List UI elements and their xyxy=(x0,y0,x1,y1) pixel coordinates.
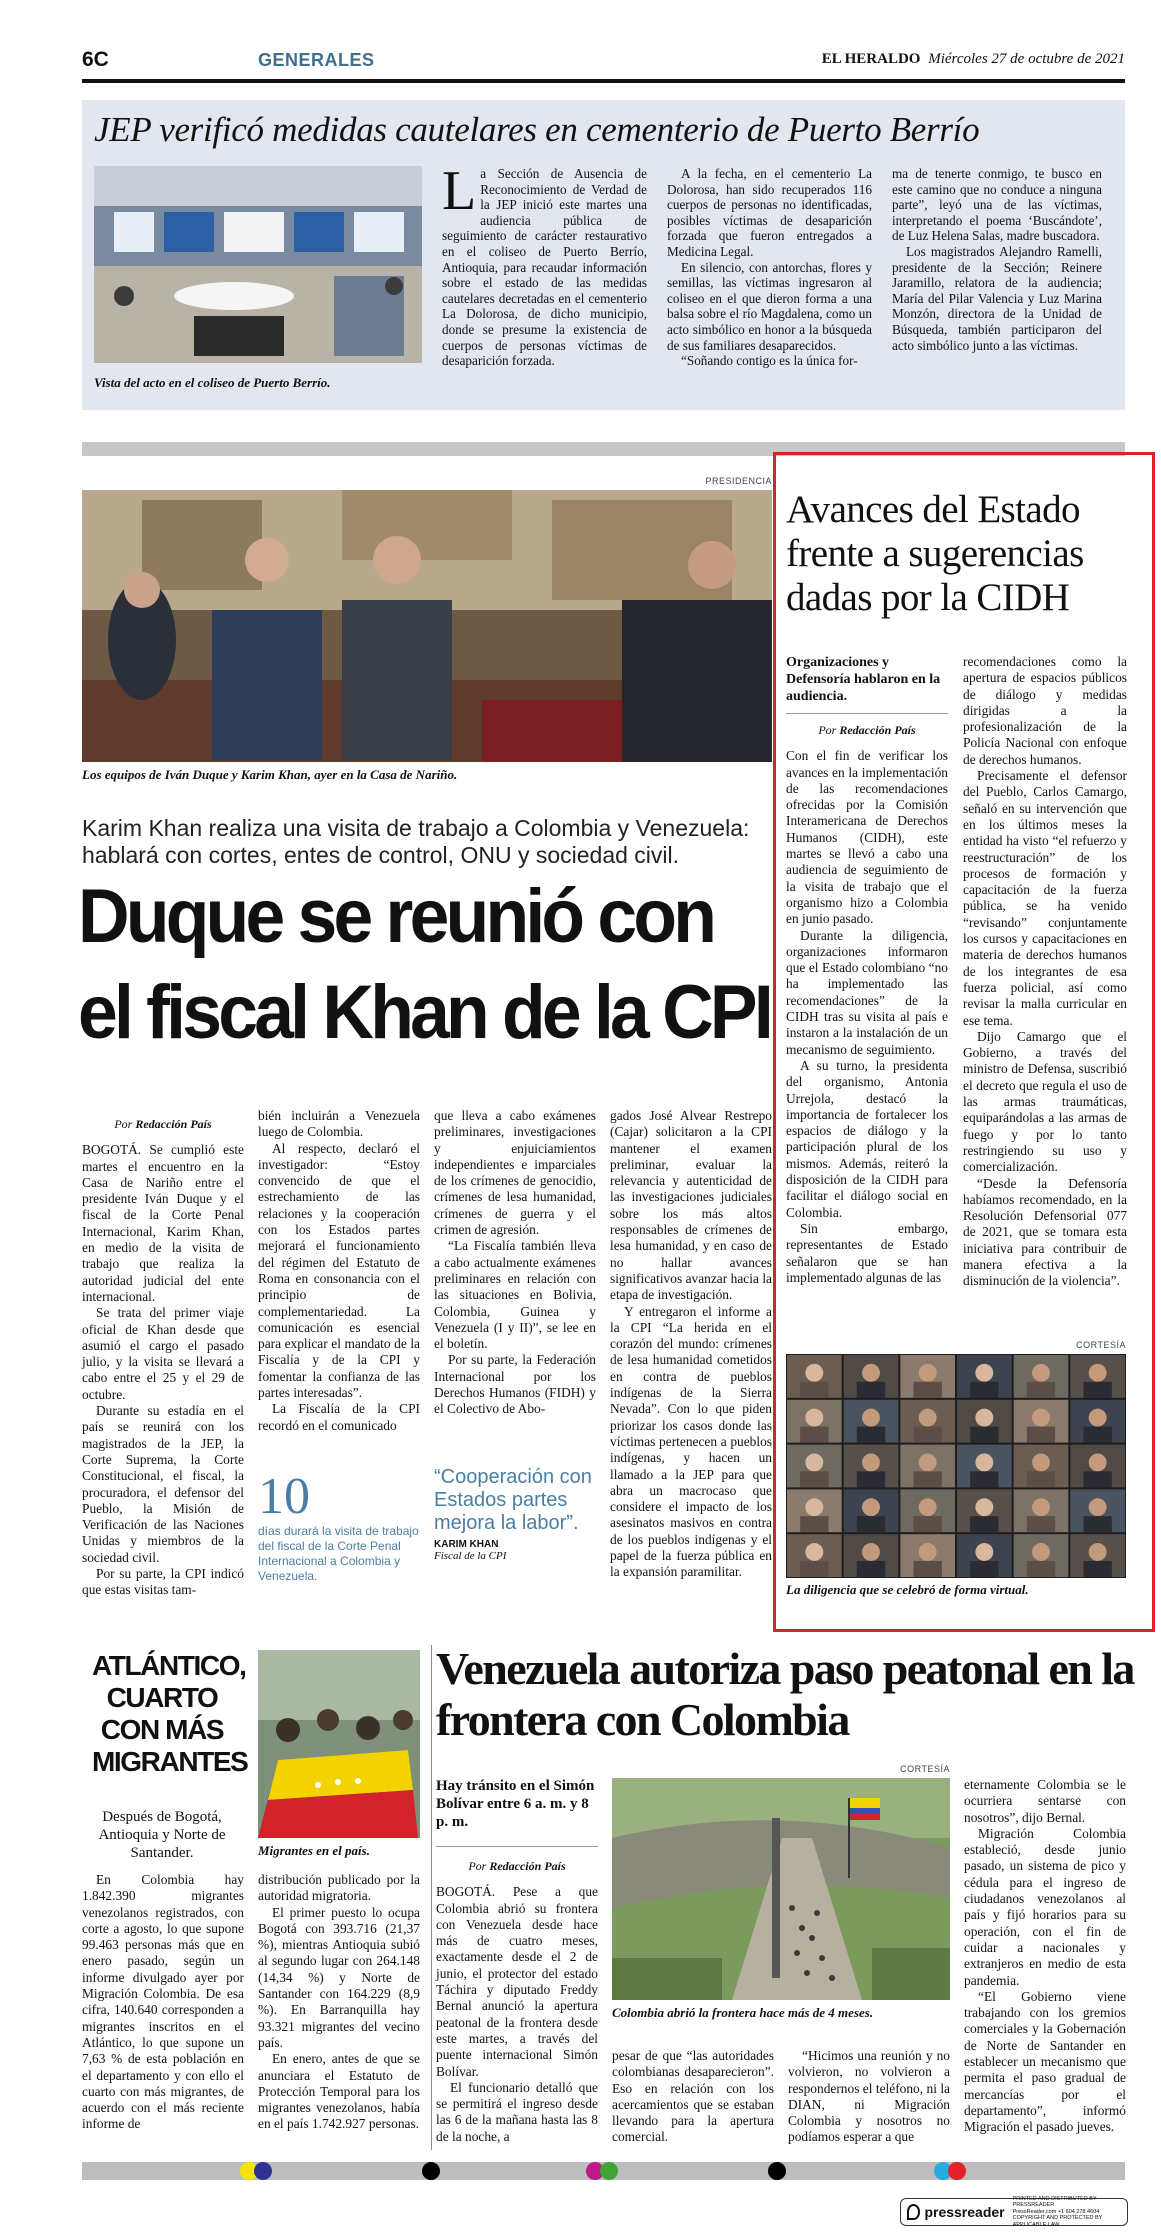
video-tile xyxy=(900,1400,955,1443)
video-tile xyxy=(957,1534,1012,1577)
jep-col-3 xyxy=(892,166,1102,353)
cidh-col-2-p2: Precisamente el defensor del Pueblo, Carlos Camargo, señaló en su intervención que en los últimos meses la entidad ha visto “el refuerzo y reestructuración” de los procesos de formación y capacitación de la fuerza pública, se ha venido “revisando” conjuntamente los cursos y capacitaciones en materia de derechos humanos de los integrantes de esa fuerza policial, así como revisar la malla curricular en ese tema. xyxy=(963,768,1127,1028)
venezuela-col-1-p1: BOGOTÁ. Pese a que Colombia abrió su frontera con Venezuela desde hace más de cuatro meses, exactamente desde el 2 de junio, el protector del estado Táchira y diputado Freddy Bernal anunció la apertura peatonal de la frontera desde este martes, a través del puente internacional Simón Bolívar. xyxy=(436,1884,598,2079)
atlantico-photo xyxy=(258,1650,420,1838)
stat-box xyxy=(258,1470,420,1584)
stat-number: 10 xyxy=(258,1468,310,1525)
duque-byline xyxy=(82,1116,244,1132)
venezuela-byline xyxy=(436,1858,598,1874)
issue-date: Miércoles 27 de octubre de 2021 xyxy=(928,51,1125,67)
jep-caption: Vista del acto en el coliseo de Puerto Berrío. xyxy=(94,375,331,390)
cidh-col-2-p1: recomendaciones como la apertura de espacios públicos de diálogo y medidas dirigidas a la profesionalización de la Policía Nacional con enfoque de derechos humanos. xyxy=(963,654,1127,767)
jep-photo xyxy=(94,166,422,363)
venezuela-summary-rule xyxy=(436,1846,598,1847)
duque-col-3-p1: que lleva a cabo exámenes preliminares, investigaciones y enjuiciamientos independientes e imparciales de los crímenes de genocidio, crímenes de lesa humanidad, crímenes de guerra y el crimen de agresión. xyxy=(434,1108,596,1238)
atlantico-deck: Después de Bogotá, Antioquia y Norte de Santander. xyxy=(98,1809,226,1861)
masthead xyxy=(82,44,1125,82)
video-tile xyxy=(1014,1400,1069,1443)
paper-name: EL HERALDO xyxy=(821,51,921,67)
video-tile xyxy=(957,1400,1012,1443)
jep-col-2-p3: “Soñando contigo es la única for- xyxy=(681,353,858,369)
jep-col-2-p2: En silencio, con antorchas, flores y semillas, las víctimas ingresaron al coliseo en el que dieron forma a una balsa sobre el río Magdalena, como un acto simbólico en honor a la búsqueda de sus familiares desaparecidos. xyxy=(667,259,872,353)
pressreader-badge[interactable] xyxy=(900,2195,1128,2228)
venezuela-headline: Venezuela autoriza paso peatonal en la frontera con Colombia xyxy=(436,1643,1134,1745)
pull-quote: “Cooperación con Estados partes mejora la labor”. xyxy=(434,1466,592,1534)
duque-col-1-p4: Por su parte, la CPI indicó que estas visitas tam- xyxy=(82,1566,244,1598)
video-tile xyxy=(787,1445,842,1488)
duque-headline-1: Duque se reunió con xyxy=(78,874,714,959)
duque-col-3-p2: “La Fiscalía también lleva a cabo actualmente exámenes preliminares en relación con las situaciones en Bolivia, Colombia, Guinea y Venezuela (I y II)”, se lee en el boletín. xyxy=(434,1238,596,1352)
jep-col-1-text: a Sección de Ausencia de Reconocimiento de Verdad de la JEP inició este martes una audiencia pública de seguimiento de carácter restaurativo en el coliseo de Puerto Berrío, Antioquia, para recaudar información sobre el estado de las medidas cautelares decretadas en el cementerio La Dolorosa, de dicho municipio, donde se presume la existencia de cuerpos de personas víctimas de desaparición forzada. xyxy=(442,166,647,369)
cidh-photo-credit: CORTESÍA xyxy=(1076,1340,1126,1350)
venezuela-col-2 xyxy=(612,2048,774,2146)
pressreader-info xyxy=(1013,2196,1121,2229)
jep-col-2 xyxy=(667,166,872,369)
byline-name: Redacción País xyxy=(839,723,916,737)
video-tile xyxy=(900,1489,955,1532)
duque-col-2-p1: bién incluirán a Venezuela luego de Colombia. xyxy=(258,1108,420,1140)
cidh-col-2-p4: “Desde la Defensoría habíamos recomendado, en la Resolución Defensorial 077 de 2021, que se tomara esta iniciativa para contribuir de manera efectiva a la disminución de la violencia”. xyxy=(963,1175,1127,1289)
byline-name: Redacción País xyxy=(135,1117,212,1131)
venezuela-col-1 xyxy=(436,1850,598,2145)
stat-text: días durará la visita de trabajo del fiscal de la Corte Penal Internacional a Colombia y Venezuela. xyxy=(258,1524,419,1583)
registration-dot-black-2 xyxy=(768,2162,786,2180)
cidh-photo-image xyxy=(786,1354,1126,1578)
jep-col-3-p1: ma de tenerte conmigo, te busco en este camino que no conduce a ninguna parte”, leyó una de las víctimas, interpretando el poema ‘Buscándote’, de Luz Helena Salas, madre buscadora. xyxy=(892,166,1102,244)
video-tile xyxy=(844,1534,899,1577)
registration-dot-green xyxy=(600,2162,618,2180)
video-tile xyxy=(957,1445,1012,1488)
atlantico-col-2-p1: distribución publicado por la autoridad migratoria. xyxy=(258,1872,420,1904)
venezuela-caption: Colombia abrió la frontera hace más de 4 meses. xyxy=(612,2005,874,2020)
duque-caption: Los equipos de Iván Duque y Karim Khan, ayer en la Casa de Nariño. xyxy=(82,767,458,782)
video-tile xyxy=(844,1489,899,1532)
venezuela-col-4-p2: Migración Colombia estableció, desde junio pasado, un sistema de pico y cédula para el ingreso de ciudadanos venezolanos al país y fijó horarios para su operación, con el fin de cuidar a nacionales y extranjeros en medio de esta pandemia. xyxy=(964,1825,1126,1988)
duque-col-1-p1: BOGOTÁ. Se cumplió este martes el encuentro en la Casa de Nariño entre el presidente Iván Duque y el fiscal de la Corte Penal Internacional, Karim Khan, en medio de la visita de trabajo que realiza la autoridad judicial del ente internacional. xyxy=(82,1142,244,1304)
cidh-article xyxy=(786,488,1126,620)
print-color-bar xyxy=(82,2162,1125,2180)
atlantico-col-2-p3: En enero, antes de que se anunciara el Estatuto de Protección Temporal para los migrantes venezolanos, había en el país 1.742.927 personas. xyxy=(258,2051,420,2132)
cidh-headline: Avances del Estado frente a sugerencias dadas por la CIDH xyxy=(786,488,1084,619)
byline-name: Redacción País xyxy=(489,1859,566,1873)
duque-col-4-p1: gados José Alvear Restrepo (Cajar) solicitaron a la CPI mantener el examen preliminar, evaluar la relevancia y autenticidad de las investigaciones judiciales sobre los más altos responsables de crímenes de lesa humanidad, y en caso de no hallar avances significativos avanzar hacia la etapa de investigación. xyxy=(610,1108,772,1303)
jep-dropcap: L xyxy=(442,160,477,222)
video-tile xyxy=(1070,1534,1125,1577)
cidh-col-2-p3: Dijo Camargo que el Gobierno, a través del ministro de Defensa, suscribió el decreto que regula el uso de las armas traumáticas, equiparándolas a las armas de fuego y por lo tanto restringiendo su uso y comercialización. xyxy=(963,1028,1127,1175)
duque-photo-image xyxy=(82,490,772,762)
duque-col-1-p3: Durante su estadía en el país se reunirá con los magistrados de la JEP, la Corte Suprema, la Corte Constitucional, el fiscal, la procuradora, el defensor del Pueblo, la Misión de Verificación de las Naciones Unidas y miembros de la sociedad civil. xyxy=(82,1403,244,1565)
video-tile xyxy=(1070,1489,1125,1532)
jep-col-1 xyxy=(442,160,647,369)
video-tile xyxy=(1014,1534,1069,1577)
lower-divider xyxy=(431,1645,432,2150)
duque-headline-2: el fiscal Khan de la CPI xyxy=(78,970,770,1055)
video-tile xyxy=(1070,1400,1125,1443)
cidh-summary-rule xyxy=(786,713,948,714)
video-tile xyxy=(1014,1445,1069,1488)
video-tile xyxy=(1014,1489,1069,1532)
jep-photo-image xyxy=(94,166,422,363)
cidh-caption: La diligencia que se celebró de forma virtual. xyxy=(786,1582,1029,1597)
video-tile xyxy=(900,1534,955,1577)
duque-col-3 xyxy=(434,1108,596,1418)
venezuela-photo xyxy=(612,1778,950,2000)
duque-photo-credit: PRESIDENCIA xyxy=(705,476,772,486)
cidh-summary: Organizaciones y Defensoría hablaron en la audiencia. xyxy=(786,655,941,704)
atlantico-caption: Migrantes en el país. xyxy=(258,1843,370,1858)
video-tile xyxy=(787,1534,842,1577)
cidh-col-1-p1: Con el fin de verificar los avances en la implementación de las recomendaciones ofrecidas por la Comisión Interamericana de Derechos Humanos (CIDH), este martes se llevó a cabo una audiencia de seguimiento de la visita de trabajo que el organismo hizo a Colombia en junio pasado. xyxy=(786,748,948,927)
byline-prefix: Por xyxy=(468,1859,487,1873)
registration-dot-red xyxy=(948,2162,966,2180)
duque-kicker: Karim Khan realiza una visita de trabajo a Colombia y Venezuela: hablará con cortes, entes de control, ONU y sociedad civil. xyxy=(82,815,750,868)
atlantico-headline: ATLÁNTICO, CUARTO CON MÁS MIGRANTES xyxy=(92,1650,248,1777)
venezuela-photo-image xyxy=(612,1778,950,2000)
duque-col-4-p2: Y entregaron el informe a la CPI “La herida en el corazón del mundo: crímenes de lesa humanidad cometidos en contra de pueblos indígenas de la Sierra Nevada”. Con lo que piden priorizar los casos donde las víctimas pertenecen a pueblos indígenas, y hacen un llamado a la JEP para que abra un macrocaso que considere el impacto de los asesinatos masivos en contra de los pueblos indígenas y el papel de la fuerza pública en la expansión paramilitar. xyxy=(610,1303,772,1580)
pressreader-brand: pressreader xyxy=(924,2204,1005,2220)
duque-col-4 xyxy=(610,1108,772,1581)
cidh-photo xyxy=(786,1354,1126,1578)
duque-col-2-p3: La Fiscalía de la CPI recordó en el comunicado xyxy=(258,1401,420,1433)
registration-dot-blue xyxy=(254,2162,272,2180)
jep-col-2-p1: A la fecha, en el cementerio La Dolorosa, han sido recuperados 116 cuerpos de personas no identificadas, posibles víctimas de desaparición forzada que fueron entregados a Medicina Legal. xyxy=(667,166,872,259)
venezuela-col-1-p2: El funcionario detalló que se permitirá el ingreso desde las 6 de la mañana hasta las 8 de la noche, a xyxy=(436,2079,598,2144)
video-tile xyxy=(900,1355,955,1398)
cidh-col-1 xyxy=(786,654,948,1286)
video-tile xyxy=(1070,1445,1125,1488)
masthead-rule xyxy=(82,79,1125,83)
jep-col-3-p2: Los magistrados Alejandro Ramelli, presidente de la Sección; Reinere Jaramillo, relatora de la audiencia; María del Pilar Valencia y Luz Marina Monzón, directora de la Unidad de Búsqueda, también participaron del acto simbólico junto a las víctimas. xyxy=(892,243,1102,353)
duque-photo xyxy=(82,490,772,762)
venezuela-col-4-p3: “El Gobierno viene trabajando con los gremios comerciales y la Gobernación de Norte de Santander en establecer un mecanismo que permita el paso gradual de mercancías por el departamento”, informó Migración el pasado jueves. xyxy=(964,1988,1126,2135)
venezuela-col-4-p1: eternamente Colombia se le ocurriera sentarse con nosotros”, dijo Bernal. xyxy=(964,1777,1126,1825)
atlantico-photo-image xyxy=(258,1650,420,1838)
byline-prefix: Por xyxy=(114,1117,133,1131)
video-tile xyxy=(844,1355,899,1398)
venezuela-col-3 xyxy=(788,2048,950,2146)
video-tile xyxy=(844,1445,899,1488)
video-tile xyxy=(1014,1355,1069,1398)
quote-box xyxy=(434,1466,596,1562)
page-number: 6C xyxy=(82,48,109,71)
cidh-col-2 xyxy=(963,654,1127,1290)
video-tile xyxy=(787,1355,842,1398)
duque-col-1 xyxy=(82,1108,244,1599)
video-tile xyxy=(787,1400,842,1443)
video-tile xyxy=(1070,1355,1125,1398)
venezuela-col-4 xyxy=(964,1777,1126,2136)
byline-prefix: Por xyxy=(818,723,837,737)
duque-col-3-p3: Por su parte, la Federación Internacional por los Derechos Humanos (FIDH) y el Colectivo de Abo- xyxy=(434,1352,596,1417)
video-tile xyxy=(957,1355,1012,1398)
cidh-col-1-p2: Durante la diligencia, organizaciones informaron que el Estado colombiano “no ha implementado las recomendaciones” de la CIDH tras su visita al país e instaron a la instalación de un mecanismo de seguimiento. xyxy=(786,927,948,1057)
masthead-right xyxy=(822,51,1125,68)
video-tile xyxy=(900,1445,955,1488)
quote-role: Fiscal de la CPI xyxy=(434,1550,507,1562)
video-tile xyxy=(957,1489,1012,1532)
cidh-byline xyxy=(786,722,948,738)
section-name: GENERALES xyxy=(258,50,375,70)
pressreader-line-2: PressReader.com +1 604 278 4604 xyxy=(1012,2208,1100,2215)
cidh-col-1-p3: A su turno, la presidenta del organismo, Antonia Urrejola, destacó la importancia de fortalecer los espacios de diálogo y la participación plural de los mismos. Además, reiteró la disposición de la CIDH para facilitar el diálogo social en Colombia. xyxy=(786,1057,948,1220)
duque-col-2 xyxy=(258,1108,420,1434)
atlantico-col-2 xyxy=(258,1872,420,2133)
video-tile xyxy=(844,1400,899,1443)
atlantico-col-1 xyxy=(82,1872,244,2133)
pressreader-logo-icon xyxy=(907,2204,920,2220)
jep-article xyxy=(82,100,1125,410)
pressreader-line-1: PRINTED AND DISTRIBUTED BY PRESSREADER xyxy=(1012,2195,1097,2209)
jep-headline: JEP verificó medidas cautelares en cementerio de Puerto Berrío xyxy=(94,110,980,149)
quote-name: KARIM KHAN xyxy=(434,1539,499,1550)
cidh-col-1-p4: Sin embargo, representantes de Estado señalaron que se han implementado algunas de las xyxy=(786,1220,948,1285)
venezuela-col-2-p1: pesar de que “las autoridades colombianas desaparecieron”. Eso en relación con los acercamientos que se estaban llevando para la apertura comercial. xyxy=(612,2048,774,2145)
video-tile xyxy=(787,1489,842,1532)
venezuela-summary: Hay tránsito en el Simón Bolívar entre 6 a. m. y 8 p. m. xyxy=(436,1778,595,1830)
atlantico-col-1-p1: En Colombia hay 1.842.390 migrantes venezolanos registrados, con corte a agosto, lo que supone 99.463 personas más que en enero pasado, según un informe divulgado ayer por Migración Colombia. De esa cifra, 140.640 corresponden a migrantes inscritos en el Atlántico, lo que supone un 7,63 % de esta población en el departamento y con ello el cuarto con más migrantes, de acuerdo con el más reciente informe de xyxy=(82,1872,244,2132)
duque-col-2-p2: Al respecto, declaró el investigador: “Estoy convencido de que el estrechamiento de las relaciones y la cooperación con los Estados partes mejorará el funcionamiento del régimen del Estatuto de Roma en consonancia con el principio de complementariedad. La comunicación es esencial para explicar el mandato de la Fiscalía y de la CPI y fomentar la confianza de las partes interesadas”. xyxy=(258,1140,420,1401)
atlantico-col-2-p2: El primer puesto lo ocupa Bogotá con 393.716 (21,37 %), mientras Antioquia subió al segundo lugar con 264.148 (14,34 %) y Norte de Santander con 164.229 (8,9 %). En Barranquilla hay 93.321 migrantes del vecino país. xyxy=(258,1904,420,2050)
venezuela-photo-credit: CORTESÍA xyxy=(900,1764,950,1774)
venezuela-col-3-p1: “Hicimos una reunión y no volvieron, no volvieron a respondernos el teléfono, ni la DIAN, ni Migración Colombia y nosotros no podíamos esperar a que xyxy=(788,2048,950,2145)
duque-col-1-p2: Se trata del primer viaje oficial de Khan desde que asumió el cargo el pasado julio, y la visita se llevará a cabo entre el 25 y el 29 de octubre. xyxy=(82,1305,244,1402)
pressreader-line-3: COPYRIGHT AND PROTECTED BY APPLICABLE LAW xyxy=(1012,2215,1103,2228)
registration-dot-black xyxy=(422,2162,440,2180)
